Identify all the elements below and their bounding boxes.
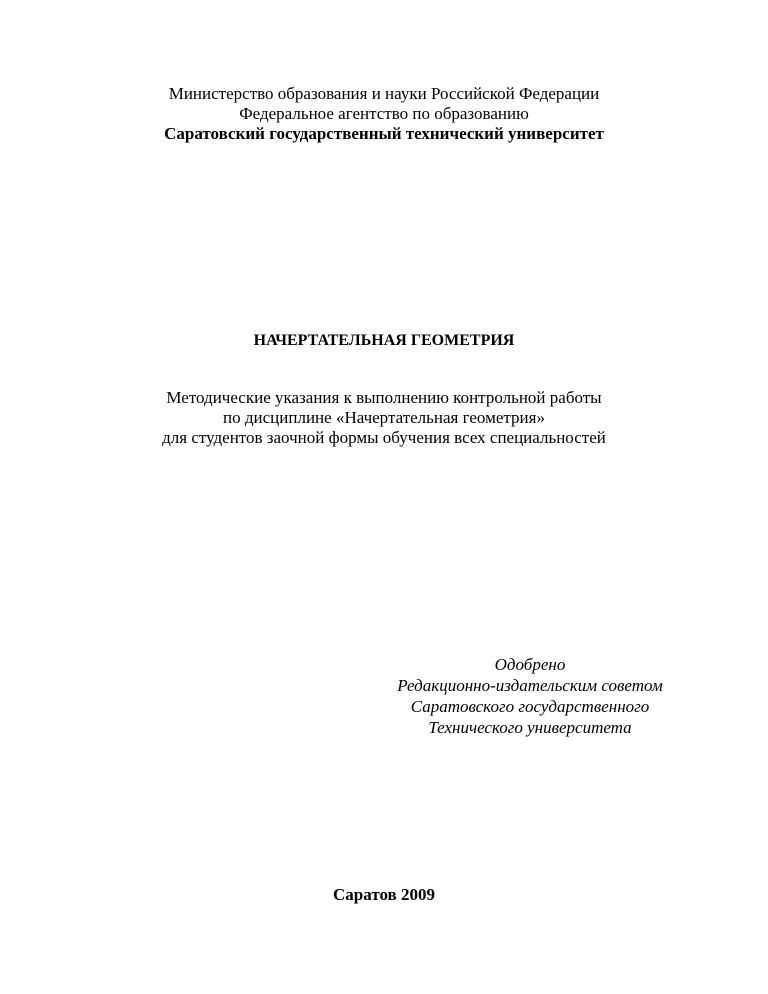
approval-block <box>376 654 684 738</box>
subtitle-line-2: по дисциплине «Начертательная геометрия» <box>223 408 545 427</box>
agency-line: Федеральное агентство по образованию <box>239 104 529 123</box>
university-line: Саратовский государственный технический университет <box>164 124 604 143</box>
approval-line-1: Одобрено <box>494 655 566 674</box>
subtitle-line-1: Методические указания к выполнению контрольной работы <box>166 388 602 407</box>
subtitle-line-3: для студентов заочной формы обучения всех специальностей <box>162 428 606 447</box>
ministry-line: Министерство образования и науки Российской Федерации <box>168 84 600 103</box>
document-subtitle <box>0 388 768 448</box>
approval-line-3: Саратовского государственного <box>410 697 650 716</box>
approval-line-2: Редакционно-издательским советом <box>397 676 663 695</box>
city-year: Саратов 2009 <box>333 885 435 904</box>
approval-line-4: Технического университета <box>428 718 632 737</box>
document-title: НАЧЕРТАТЕЛЬНАЯ ГЕОМЕТРИЯ <box>253 332 515 349</box>
document-header <box>0 84 768 144</box>
